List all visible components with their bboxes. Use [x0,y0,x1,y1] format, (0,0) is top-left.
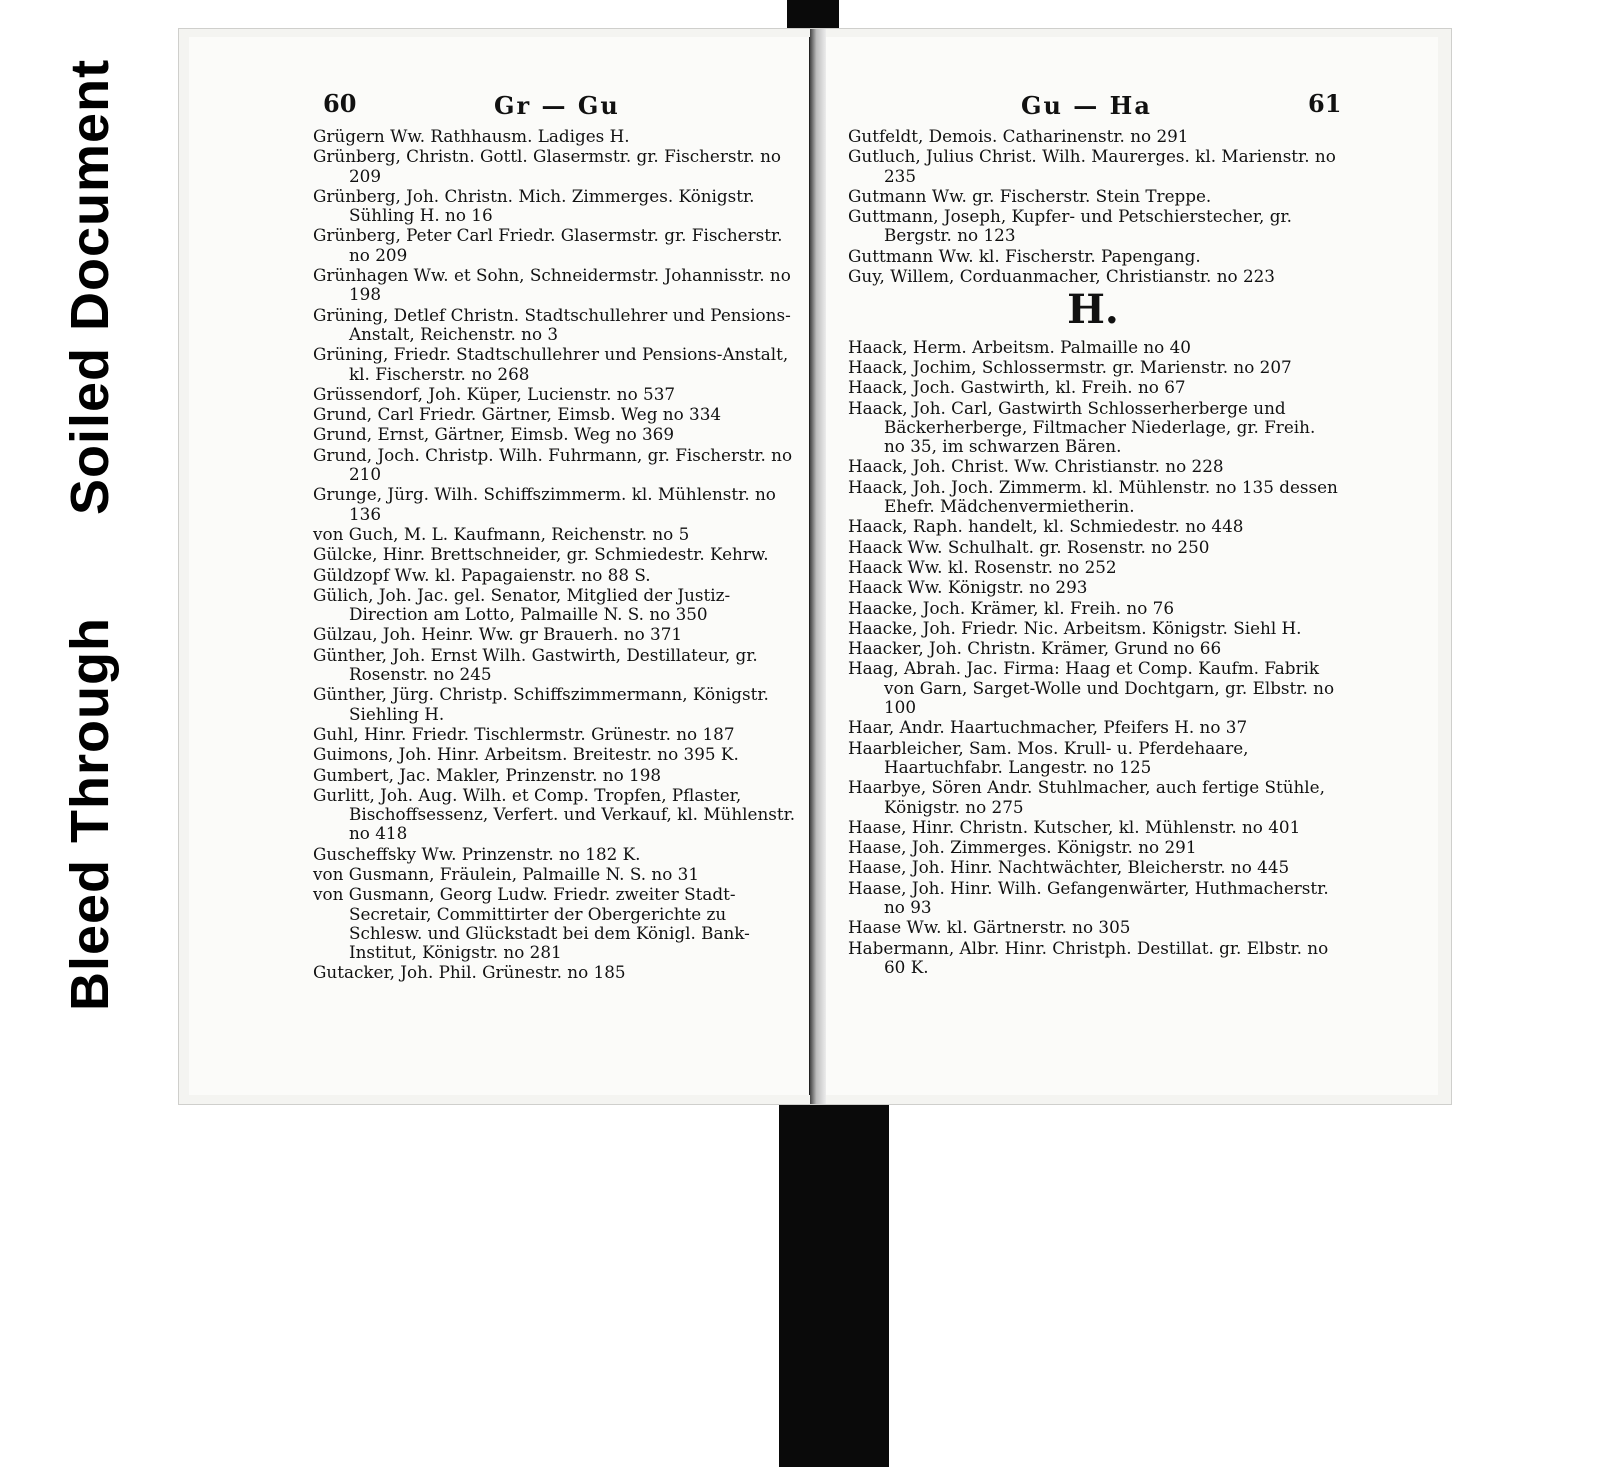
watermark-word: Document [60,58,121,331]
directory-entry: Haacke, Joch. Krämer, kl. Freih. no 76 [848,597,1175,618]
directory-entry: Haacker, Joh. Christn. Krämer, Grund no 66 [848,638,1222,659]
directory-entry: Guttmann Ww. kl. Fischerstr. Papengang. [848,245,1201,266]
directory-entry: Haack, Raph. handelt, kl. Schmiedestr. no 448 [848,516,1244,537]
directory-entry: Gurlitt, Joh. Aug. Wilh. et Comp. Tropfen, Pflaster, Bischoffsessenz, Verfert. und Verkauf, kl. Mühlenstr. no 418 [313,784,796,844]
directory-entry: Guy, Willem, Corduanmacher, Christianstr. no 223 [848,266,1275,287]
directory-entry: Haack, Herm. Arbeitsm. Palmaille no 40 [848,336,1191,357]
page-number: 61 [1308,89,1342,118]
book-gutter [810,29,826,1104]
directory-entry: Grund, Ernst, Gärtner, Eimsb. Weg no 369 [313,424,675,445]
directory-entry: Grüning, Detlef Christn. Stadtschullehrer und Pensions-Anstalt, Reichenstr. no 3 [313,304,791,344]
right-page [826,37,1438,1095]
directory-entry: Grünhagen Ww. et Sohn, Schneidermstr. Johannisstr. no 198 [313,265,791,305]
directory-entry: Haack Ww. Königstr. no 293 [848,577,1088,598]
directory-entry: Habermann, Albr. Hinr. Christph. Destillat. gr. Elbstr. no 60 K. [848,937,1329,977]
directory-entry: Gutluch, Julius Christ. Wilh. Maurerges. kl. Marienstr. no 235 [848,146,1336,186]
directory-entry: Haase, Joh. Hinr. Wilh. Gefangenwärter, Huthmacherstr. no 93 [848,877,1329,917]
directory-entry: Haack Ww. kl. Rosenstr. no 252 [848,556,1117,577]
directory-entry: Gutacker, Joh. Phil. Grünestr. no 185 [313,962,626,983]
directory-entry: Haack, Joh. Christ. Ww. Christianstr. no 228 [848,456,1224,477]
directory-entry: Haacke, Joh. Friedr. Nic. Arbeitsm. Königstr. Siehl H. [848,617,1302,638]
watermark-word: Bleed [60,858,121,1012]
entry-list [313,127,803,984]
directory-entry: Haase, Hinr. Christn. Kutscher, kl. Mühlenstr. no 401 [848,816,1301,837]
directory-entry: Haase Ww. kl. Gärtnerstr. no 305 [848,917,1131,938]
directory-entry: Haack Ww. Schulhalt. gr. Rosenstr. no 250 [848,536,1210,557]
entry-list [848,127,1338,978]
directory-entry: Guscheffsky Ww. Prinzenstr. no 182 K. [313,843,641,864]
watermark-word: Through [60,617,121,843]
directory-entry: Grügern Ww. Rathhausm. Ladiges H. [313,126,630,146]
directory-entry: Guhl, Hinr. Friedr. Tischlermstr. Grünestr. no 187 [313,723,735,744]
directory-entry: Haack, Jochim, Schlossermstr. gr. Marienstr. no 207 [848,356,1292,377]
directory-entry: Haarbleicher, Sam. Mos. Krull- u. Pferdehaare, Haartuchfabr. Langestr. no 125 [848,737,1249,777]
directory-entry: Haack, Joh. Carl, Gastwirth Schlosserherberge und Bäckerherberge, Filtmacher Niederlage, gr. Freih. no 35, im schwarzen Bären. [848,397,1316,457]
directory-entry: Grünberg, Christn. Gottl. Glasermstr. gr. Fischerstr. no 209 [313,146,781,186]
page-number: 60 [323,89,357,118]
binding-strip-bottom [779,1103,889,1467]
directory-entry: Guttmann, Joseph, Kupfer- und Petschierstecher, gr. Bergstr. no 123 [848,206,1292,246]
directory-entry: Gülcke, Hinr. Brettschneider, gr. Schmiedestr. Kehrw. [313,544,769,565]
left-page-header [189,89,809,129]
directory-entry: Gülich, Joh. Jac. gel. Senator, Mitglied der Justiz-Direction am Lotto, Palmaille N. S. no 350 [313,584,731,625]
directory-entry: Grüssendorf, Joh. Küper, Lucienstr. no 537 [313,383,676,404]
directory-entry: Gutmann Ww. gr. Fischerstr. Stein Treppe. [848,185,1212,206]
directory-entry: Grund, Joch. Christp. Wilh. Fuhrmann, gr. Fischerstr. no 210 [313,444,793,485]
directory-entry: Grund, Carl Friedr. Gärtner, Eimsb. Weg no 334 [313,404,722,425]
page-range: Gr — Gu [494,91,620,120]
directory-entry: Günther, Jürg. Christp. Schiffszimmermann, Königstr. Siehling H. [313,684,769,724]
watermark-word: Soiled [60,346,121,516]
directory-entry: Haase, Joh. Zimmerges. Königstr. no 291 [848,837,1197,858]
directory-entry: Grüning, Friedr. Stadtschullehrer und Pensions-Anstalt, kl. Fischerstr. no 268 [313,344,789,384]
directory-entry: von Gusmann, Fräulein, Palmaille N. S. no 31 [313,863,700,884]
directory-entry: Grunge, Jürg. Wilh. Schiffszimmerm. kl. Mühlenstr. no 136 [313,484,776,524]
page-range: Gu — Ha [1021,91,1152,120]
section-heading: H. [1067,286,1119,334]
directory-entry: Haack, Joch. Gastwirth, kl. Freih. no 67 [848,377,1186,398]
directory-entry: von Gusmann, Georg Ludw. Friedr. zweiter Stadt-Secretair, Committirter der Obergerichte zu Schlesw. und Glückstadt bei dem Königl. Bank-Institut, Königstr. no 281 [313,884,750,963]
directory-entry: Güldzopf Ww. kl. Papagaienstr. no 88 S. [313,564,651,585]
right-page-header [826,89,1438,129]
directory-entry: Günther, Joh. Ernst Wilh. Gastwirth, Destillateur, gr. Rosenstr. no 245 [313,644,758,685]
directory-entry: Guimons, Joh. Hinr. Arbeitsm. Breitestr. no 395 K. [313,744,739,765]
directory-entry: Grünberg, Joh. Christn. Mich. Zimmerges. Königstr. Sühling H. no 16 [313,185,755,226]
directory-entry: Haarbye, Sören Andr. Stuhlmacher, auch fertige Stühle, Königstr. no 275 [848,777,1325,817]
directory-entry: von Guch, M. L. Kaufmann, Reichenstr. no 5 [313,523,690,544]
watermark-label [40,20,140,1050]
directory-entry: Haack, Joh. Joch. Zimmerm. kl. Mühlenstr. no 135 dessen Ehefr. Mädchenvermietherin. [848,476,1338,517]
book-spread [178,28,1452,1105]
directory-entry: Gülzau, Joh. Heinr. Ww. gr Brauerh. no 371 [313,624,683,645]
directory-entry: Grünberg, Peter Carl Friedr. Glasermstr. gr. Fischerstr. no 209 [313,225,783,265]
directory-entry: Gumbert, Jac. Makler, Prinzenstr. no 198 [313,764,662,785]
directory-entry: Gutfeldt, Demois. Catharinenstr. no 291 [848,126,1189,146]
left-page [189,37,812,1095]
directory-entry: Haase, Joh. Hinr. Nachtwächter, Bleicherstr. no 445 [848,857,1290,878]
directory-entry: Haag, Abrah. Jac. Firma: Haag et Comp. Kaufm. Fabrik von Garn, Sarget-Wolle und Dochtgarn, gr. Elbstr. no 100 [848,658,1335,718]
directory-entry: Haar, Andr. Haartuchmacher, Pfeifers H. no 37 [848,717,1248,738]
